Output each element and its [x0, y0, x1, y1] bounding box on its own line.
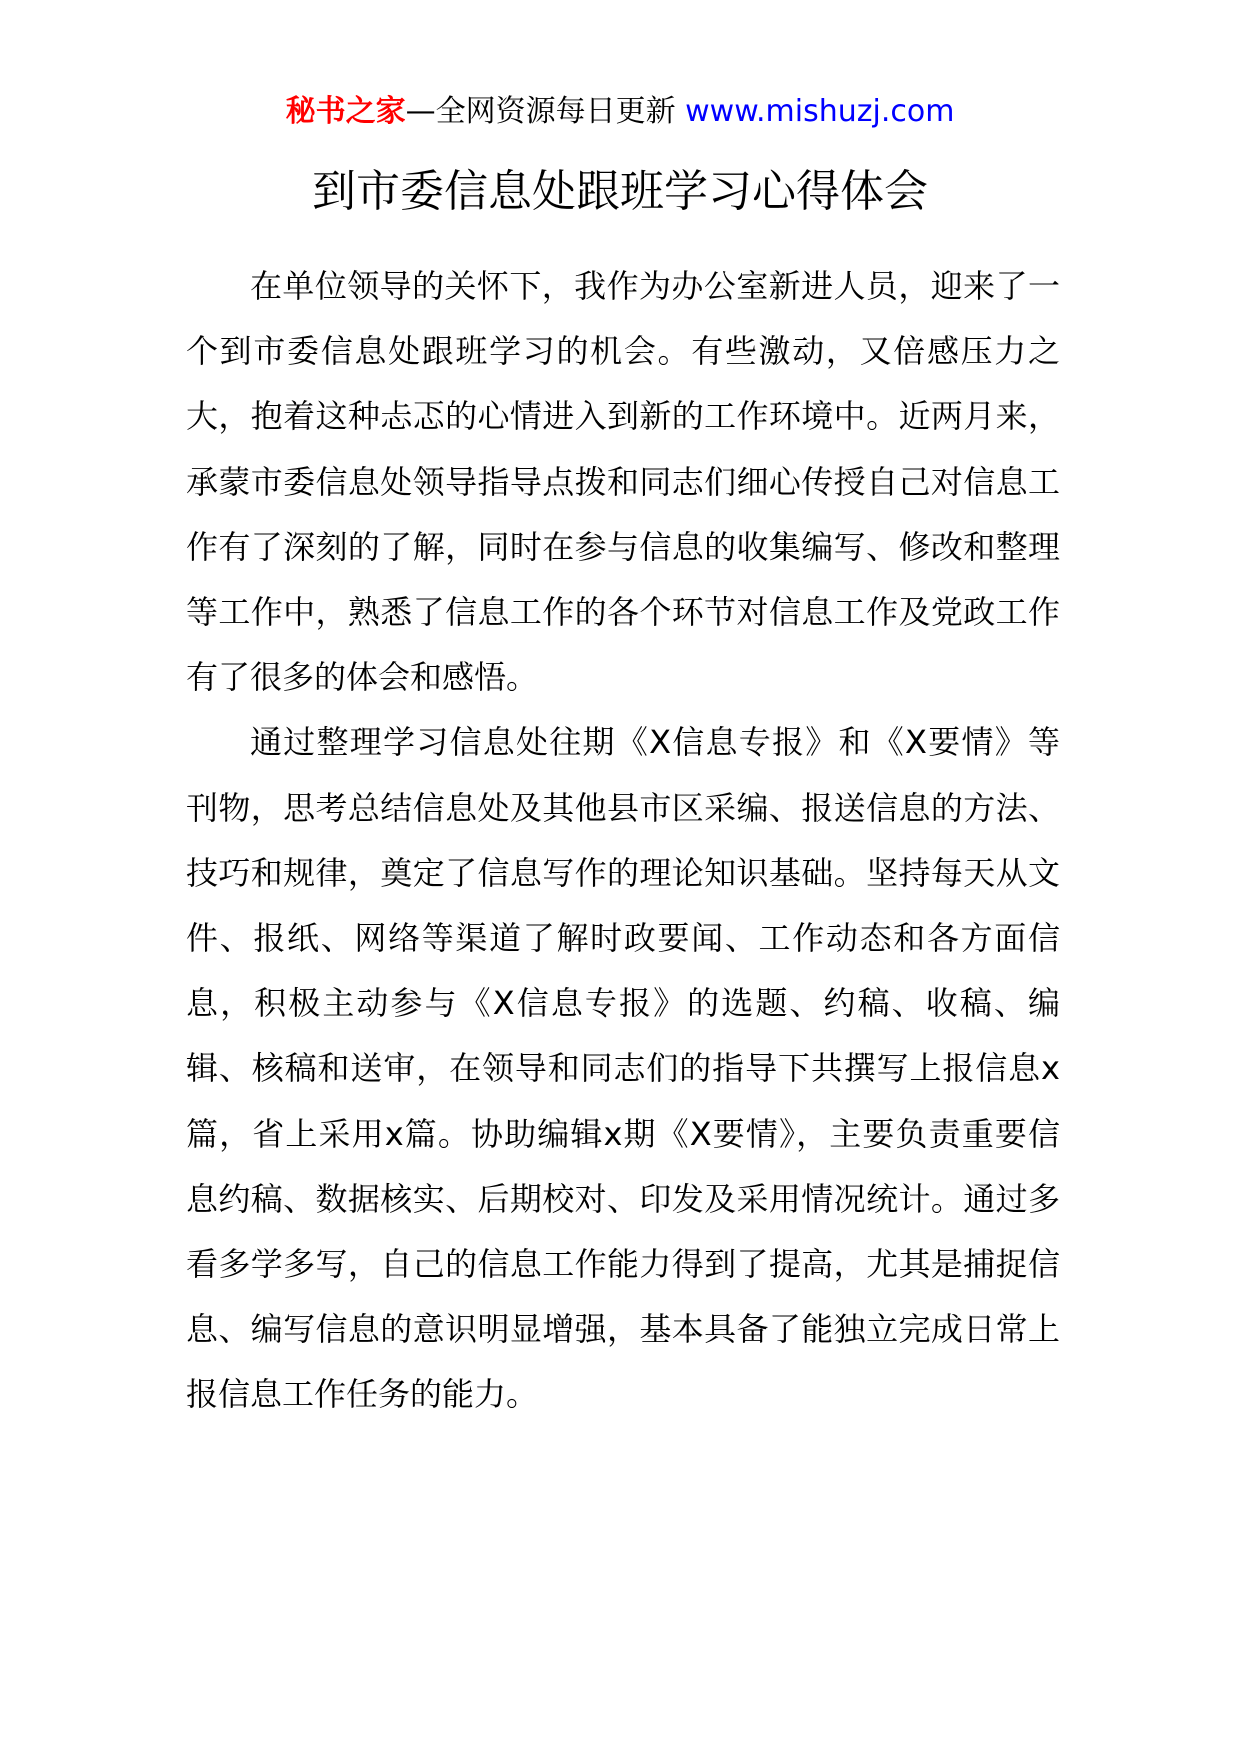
site-url-link[interactable]: www.mishuzj.com: [685, 94, 955, 129]
brand-name: 秘书之家: [285, 94, 406, 129]
site-header: [0, 92, 1240, 132]
document-title: 到市委信息处跟班学习心得体会: [312, 166, 928, 217]
body-paragraph-2: 通过整理学习信息处往期《X信息专报》和《X要情》等刊物，思考总结信息处及其他县市区采编、报送信息的方法、技巧和规律，奠定了信息写作的理论知识基础。坚持每天从文件、报纸、网络等渠道了解时政要闻、工作动态和各方面信息，积极主动参与《X信息专报》的选题、约稿、收稿、编辑、核稿和送审，在领导和同志们的指导下共撰写上报信息x篇，省上采用x篇。协助编辑x期《X要情》，主要负责重要信息约稿、数据核实、后期校对、印发及采用情况统计。通过多看多学多写，自己的信息工作能力得到了提高，尤其是捕捉信息、编写信息的意识明显增强，基本具备了能独立完成日常上报信息工作任务的能力。: [186, 723, 1060, 1414]
body-paragraph-1: 在单位领导的关怀下，我作为办公室新进人员，迎来了一个到市委信息处跟班学习的机会。有些激动，又倍感压力之大，抱着这种忐忑的心情进入到新的工作环境中。近两月来，承蒙市委信息处领导指导点拨和同志们细心传授自己对信息工作有了深刻的了解，同时在参与信息的收集编写、修改和整理等工作中，熟悉了信息工作的各个环节对信息工作及党政工作有了很多的体会和感悟。: [186, 267, 1060, 697]
document-body: [186, 254, 1060, 1428]
header-tagline: —全网资源每日更新: [405, 94, 676, 129]
